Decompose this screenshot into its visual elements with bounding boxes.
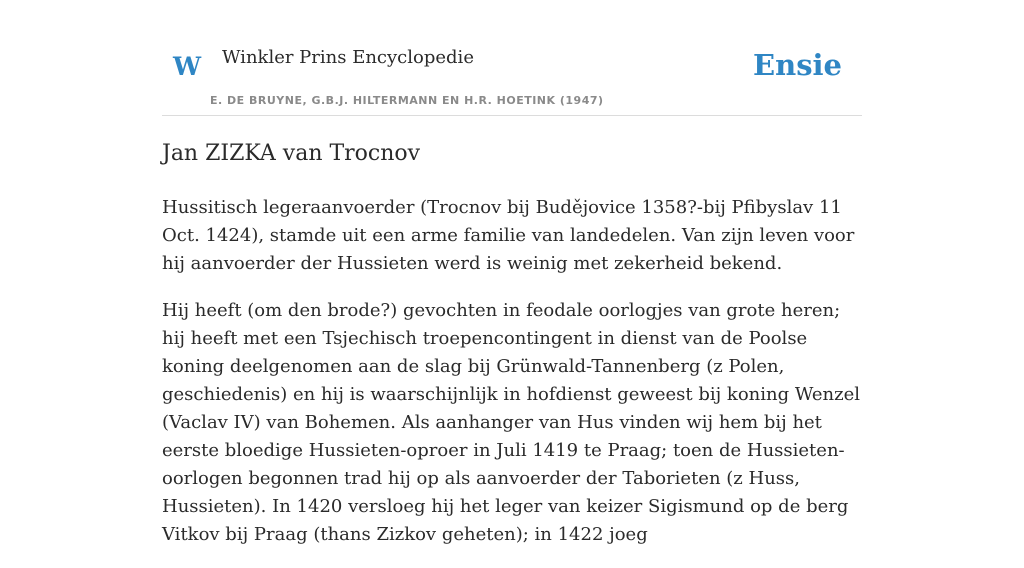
publication-authors: E. DE BRUYNE, G.B.J. HILTERMANN EN H.R. HOETINK (1947)	[210, 94, 604, 107]
brand-logo[interactable]: Ensie	[753, 48, 842, 82]
publication-title[interactable]: Winkler Prins Encyclopedie	[222, 47, 474, 68]
site-header	[162, 40, 862, 116]
site-logo[interactable]: W	[173, 52, 202, 81]
article-paragraph: Hussitisch legeraanvoerder (Trocnov bij Budějovice 1358?-bij Pfibyslav 11 Oct. 1424), stamde uit een arme familie van landedelen. Van zijn leven voor hij aanvoerder der Hussieten werd is weinig met zekerheid bekend.	[162, 197, 855, 274]
article-paragraph: Hij heeft (om den brode?) gevochten in feodale oorlogjes van grote heren; hij heeft met een Tsjechisch troepencontingent in dienst van de Poolse koning deelgenomen aan de slag bij Grünwald-Tannenberg (z Polen, geschiedenis) en hij is waarschijnlijk in hofdienst geweest bij koning Wenzel (Vaclav IV) van Bohemen. Als aanhanger van Hus vinden wij hem bij het eerste bloedige Hussieten-oproer in Juli 1419 te Praag; toen de Hussieten-oorlogen begonnen trad hij op als aanvoerder der Taborieten (z Huss, Hussieten). In 1420 versloeg hij het leger van keizer Sigismund op de berg Vitkov bij Praag (thans Zizkov geheten); in 1422 joeg	[162, 300, 861, 545]
article	[162, 138, 862, 568]
article-title: Jan ZIZKA van Trocnov	[162, 141, 421, 166]
